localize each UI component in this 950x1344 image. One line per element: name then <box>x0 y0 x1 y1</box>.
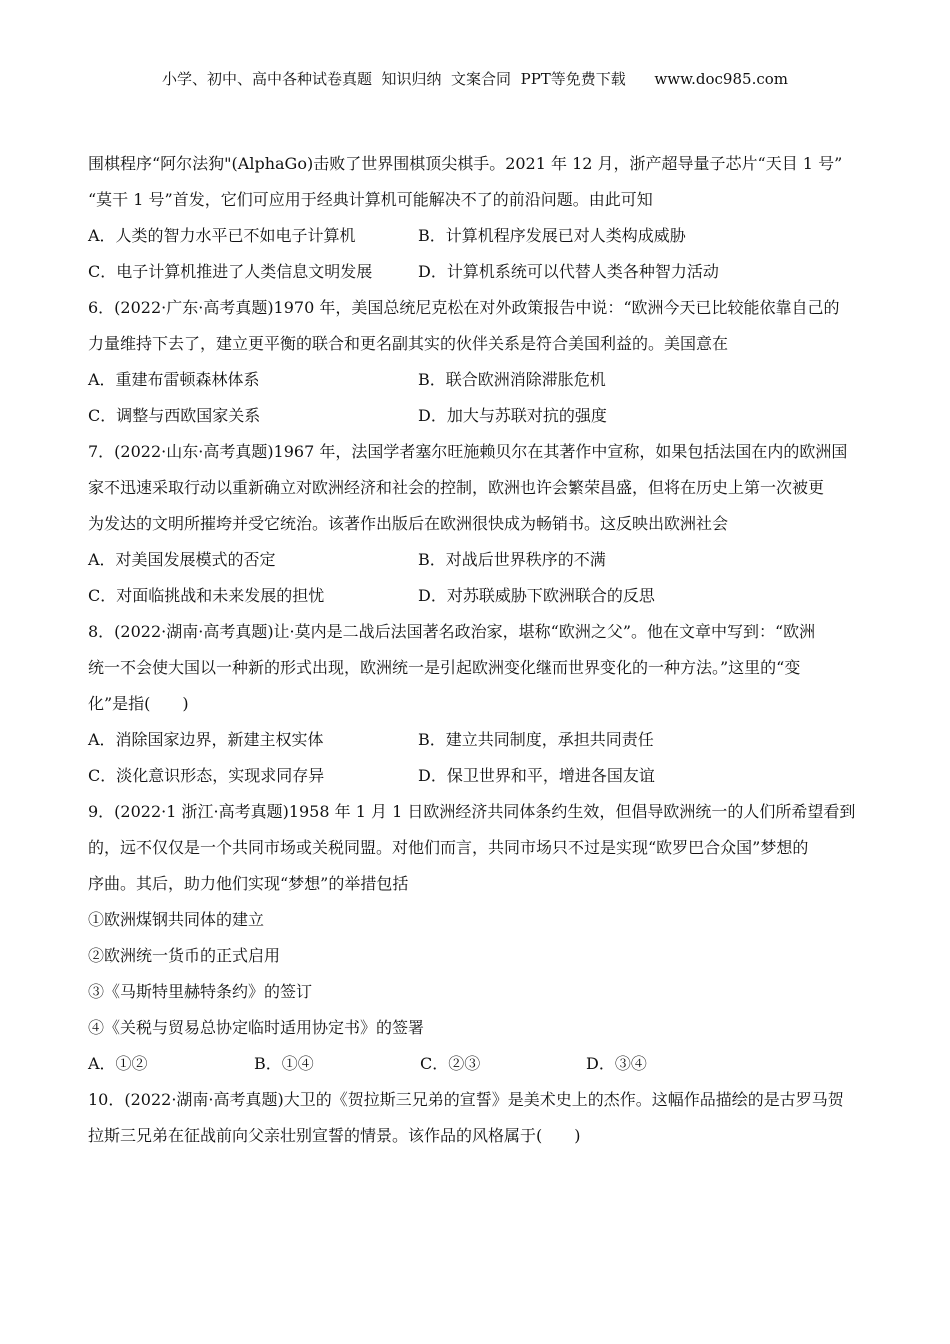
q10-stem-line: 10．(2022·湖南·高考真题)大卫的《贺拉斯三兄弟的宣誓》是美术史上的杰作。这幅作品描绘的是古罗马贺 <box>88 1090 844 1109</box>
q9-item-4: ④《关税与贸易总协定临时适用协定书》的签署 <box>88 1018 425 1037</box>
q8-option-a[interactable]: A．消除国家边界，新建主权实体 <box>88 730 324 749</box>
q5-option-c[interactable]: C．电子计算机推进了人类信息文明发展 <box>88 262 373 281</box>
q8-stem-line: 8．(2022·湖南·高考真题)让·莫内是二战后法国著名政治家，堪称“欧洲之父”。他在文章中写到：“欧洲 <box>88 622 816 641</box>
q6-option-d[interactable]: D．加大与苏联对抗的强度 <box>418 406 607 425</box>
q8-option-c[interactable]: C．淡化意识形态，实现求同存异 <box>88 766 325 785</box>
q6-options-row <box>88 404 868 440</box>
q5-option-b[interactable]: B．计算机程序发展已对人类构成威胁 <box>418 226 686 245</box>
q6-option-c[interactable]: C．调整与西欧国家关系 <box>88 406 261 425</box>
q7-stem-line: 为发达的文明所摧垮并受它统治。该著作出版后在欧洲很快成为畅销书。这反映出欧洲社会 <box>88 514 729 533</box>
q6-option-a[interactable]: A．重建布雷顿森林体系 <box>88 370 260 389</box>
q9-item-2: ②欧洲统一货币的正式启用 <box>88 946 281 965</box>
q7-stem-line: 7．(2022·山东·高考真题)1967 年，法国学者塞尔旺施赖贝尔在其著作中宣称，如果包括法国在内的欧洲国 <box>88 442 848 461</box>
q7-option-a[interactable]: A．对美国发展模式的否定 <box>88 550 276 569</box>
q9-stem-line: 序曲。其后，助力他们实现“梦想”的举措包括 <box>88 874 409 893</box>
q6-option-b[interactable]: B．联合欧洲消除滞胀危机 <box>418 370 606 389</box>
page-header: 小学、初中、高中各种试卷真题 知识归纳 文案合同 PPT等免费下载 www.doc985.com <box>161 70 788 88</box>
q8-options-row <box>88 728 868 764</box>
q9-stem-line: 的，远不仅仅是一个共同市场或关税同盟。对他们而言，共同市场只不过是实现“欧罗巴合众国”梦想的 <box>88 838 809 857</box>
q9-option-c[interactable]: C．②③ <box>420 1054 481 1073</box>
q9-options-row <box>88 1052 868 1088</box>
q9-item-3: ③《马斯特里赫特条约》的签订 <box>88 982 313 1001</box>
q7-stem-line: 家不迅速采取行动以重新确立对欧洲经济和社会的控制，欧洲也许会繁荣昌盛，但将在历史上第一次被更 <box>88 478 825 497</box>
q9-option-b[interactable]: B．①④ <box>254 1054 314 1073</box>
q10-stem-line: 拉斯三兄弟在征战前向父亲壮别宣誓的情景。该作品的风格属于( ) <box>88 1126 581 1145</box>
q7-options-row <box>88 584 868 620</box>
q8-stem-line: 化”是指( ) <box>88 694 189 713</box>
q6-stem-line: 力量维持下去了，建立更平衡的联合和更名副其实的伙伴关系是符合美国利益的。美国意在 <box>88 334 729 353</box>
question-content <box>88 152 868 1160</box>
q5-options-row <box>88 260 868 296</box>
q8-stem-line: 统一不会使大国以一种新的形式出现，欧洲统一是引起欧洲变化继而世界变化的一种方法。”这里的“变 <box>88 658 801 677</box>
q5-stem-line: “莫干 1 号”首发，它们可应用于经典计算机可能解决不了的前沿问题。由此可知 <box>88 190 653 209</box>
q7-option-d[interactable]: D．对苏联威胁下欧洲联合的反思 <box>418 586 655 605</box>
q9-item-1: ①欧洲煤钢共同体的建立 <box>88 910 265 929</box>
q5-option-a[interactable]: A．人类的智力水平已不如电子计算机 <box>88 226 356 245</box>
q5-option-d[interactable]: D．计算机系统可以代替人类各种智力活动 <box>418 262 719 281</box>
q9-option-d[interactable]: D．③④ <box>586 1054 647 1073</box>
q8-option-b[interactable]: B．建立共同制度，承担共同责任 <box>418 730 654 749</box>
q8-options-row <box>88 764 868 800</box>
q5-options-row <box>88 224 868 260</box>
q8-option-d[interactable]: D．保卫世界和平，增进各国友谊 <box>418 766 655 785</box>
q7-option-c[interactable]: C．对面临挑战和未来发展的担忧 <box>88 586 325 605</box>
q9-stem-line: 9．(2022·1 浙江·高考真题)1958 年 1 月 1 日欧洲经济共同体条约生效，但倡导欧洲统一的人们所希望看到 <box>88 802 856 821</box>
q9-option-a[interactable]: A．①② <box>88 1054 148 1073</box>
q5-stem-line: 围棋程序“阿尔法狗"(AlphaGo)击败了世界围棋顶尖棋手。2021 年 12 月，浙产超导量子芯片“天目 1 号” <box>88 154 843 173</box>
q7-option-b[interactable]: B．对战后世界秩序的不满 <box>418 550 606 569</box>
q6-stem-line: 6．(2022·广东·高考真题)1970 年，美国总统尼克松在对外政策报告中说：“欧洲今天已比较能依靠自己的 <box>88 298 840 317</box>
q7-options-row <box>88 548 868 584</box>
q6-options-row <box>88 368 868 404</box>
